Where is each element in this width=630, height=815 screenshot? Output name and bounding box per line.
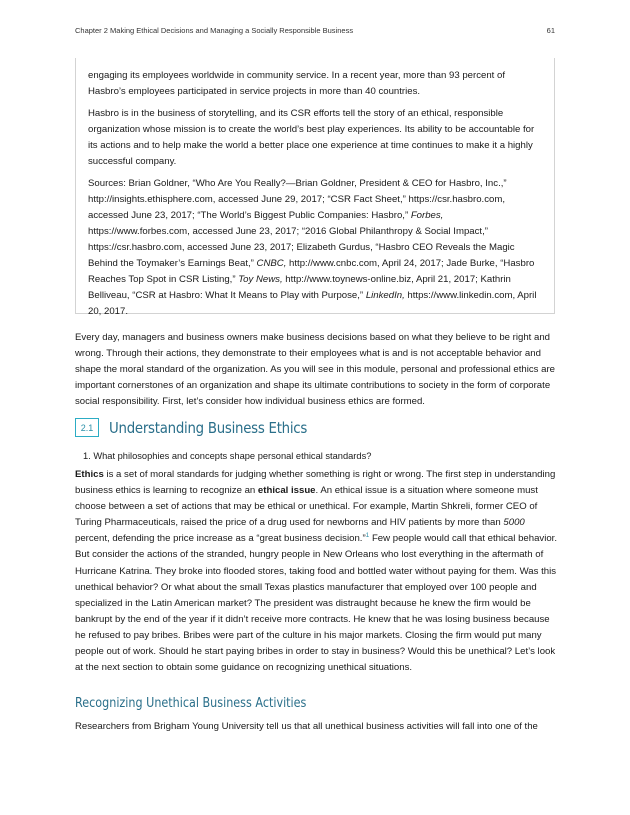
section-title: Understanding Business Ethics xyxy=(109,418,308,437)
learning-objective: 1. What philosophies and concepts shape personal ethical standards? xyxy=(83,451,372,461)
subsection-paragraph: Researchers from Brigham Young University tell us that all unethical business activities will fall into one of the xyxy=(75,721,538,732)
footnote-marker[interactable]: 1 xyxy=(365,532,370,540)
page-number: 61 xyxy=(546,26,555,35)
feature-paragraph-2: Hasbro is in the business of storytelling, and its CSR efforts tell the story of an ethical, responsible organization whose mission is to create the world’s best play experiences. Its ability to be accountable for its actions and to help make the world a better place one experience at time continues to make it a highly successful company. xyxy=(88,108,535,167)
feature-paragraph-1: engaging its employees worldwide in community service. In a recent year, more than 93 percent of Hasbro’s employees participated in service projects in more than 40 countries. xyxy=(88,70,506,97)
feature-box xyxy=(75,58,555,317)
section-heading xyxy=(75,418,555,437)
page-header xyxy=(75,26,555,35)
chapter-title: Chapter 2 Making Ethical Decisions and Managing a Socially Responsible Business xyxy=(75,26,354,35)
subsection-title: Recognizing Unethical Business Activities xyxy=(75,696,307,711)
intro-paragraph: Every day, managers and business owners make business decisions based on what they believe to be right and wrong. Through their actions, they demonstrate to their employees what is and is not acceptable behavior and shape the moral standard of the organization. As you will see in this module, personal and professional ethics are important cornerstones of an organization and shape its ultimate contributions to society in the form of corporate social responsibility. First, let’s consider how individual business ethics are formed. xyxy=(75,332,555,408)
section-number-badge: 2.1 xyxy=(75,418,99,437)
ethics-paragraph: Ethics is a set of moral standards for judging whether something is right or wrong. The first step in understanding business ethics is learning to recognize an ethical issue. An ethical issue is a situation where someone must choose between a set of actions that may be ethical or unethical. For example, Martin Shkreli, former CEO of Turing Pharmaceuticals, raised the price of a drug used for newborns and HIV patients by more than 5000 percent, defending the price increase as a “great business decision.”$^1$ Few people would call that ethical behavior. But consider the actions of the stranded, hungry people in New Orleans who lost everything in the aftermath of Hurricane Katrina. They broke into flooded stores, taking food and bottled water without paying for them. Was this unethical behavior? Or what about the small Texas plastics manufacturer that employed over 100 people and specialized in the Latin American market? The president was distraught because he knew the firm would be bankrupt by the end of the year if it didn’t receive more contracts. He knew that he was losing business because he refused to pay bribes. Bribes were part of the culture in his major markets. Closing the firm would put many people out of work. Should he start paying bribes in order to stay in business? Would this be unethical? Let’s look at the next section to obtain some guidance on recognizing unethical situations. xyxy=(75,469,558,674)
sources-paragraph: Sources: Brian Goldner, “Who Are You Really?—Brian Goldner, President & CEO for Hasbro, Inc.,” http://insights.ethisphere.com, accessed June 29, 2017; “CSR Fact Sheet,” https://csr.hasbro.com, accessed June 23, 2017; “The World’s Biggest Public Companies: Hasbro,” Forbes, https://www.forbes.com, accessed June 23, 2017; “2016 Global Philanthropy & Social Impact,” https://csr.hasbro.com, accessed June 23, 2017; Elizabeth Gurdus, “Hasbro CEO Reveals the Magic Behind the Toymaker’s Earnings Beat,” CNBC, http://www.cnbc.com, April 24, 2017; Jade Burke, “Hasbro Reaches Top Spot in CSR Listing,” Toy News, http://www.toynews-online.biz, April 21, 2017; Kathrin Belliveau, “CSR at Hasbro: What It Means to Play with Purpose,” LinkedIn, https://www.linkedin.com, April 20, 2017. xyxy=(88,178,537,317)
